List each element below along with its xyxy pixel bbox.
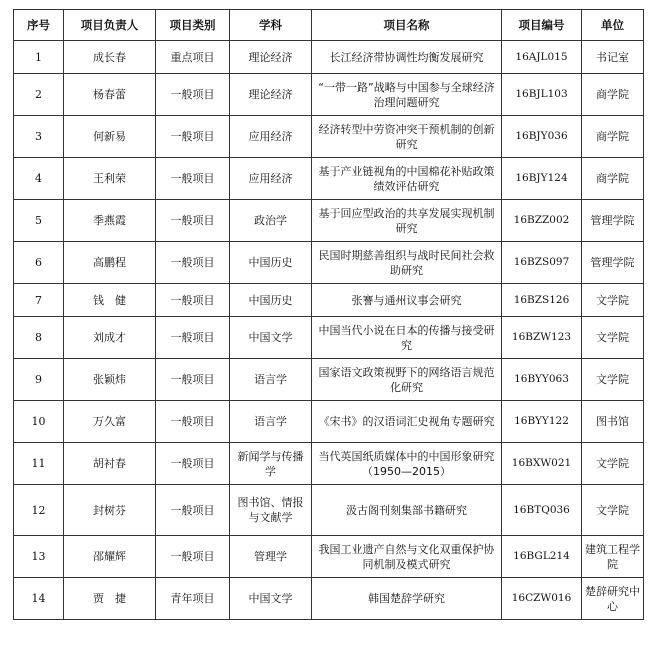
cell-code: 16BZS126 — [502, 284, 582, 317]
table-row — [14, 536, 644, 578]
cell-subject: 中国历史 — [230, 284, 312, 317]
table-row — [14, 359, 644, 401]
cell-category: 一般项目 — [156, 317, 230, 359]
cell-leader: 杨春蕾 — [64, 74, 156, 116]
cell-code: 16BYY063 — [502, 359, 582, 401]
cell-subject: 中国历史 — [230, 242, 312, 284]
cell-unit: 商学院 — [582, 116, 644, 158]
cell-no: 8 — [14, 317, 64, 359]
header-name: 项目名称 — [312, 10, 502, 41]
cell-subject: 语言学 — [230, 359, 312, 401]
cell-leader: 成长春 — [64, 41, 156, 74]
cell-code: 16BYY122 — [502, 401, 582, 443]
cell-unit: 图书馆 — [582, 401, 644, 443]
table-row — [14, 158, 644, 200]
cell-category: 一般项目 — [156, 536, 230, 578]
cell-subject: 政治学 — [230, 200, 312, 242]
cell-leader: 万久富 — [64, 401, 156, 443]
cell-unit: 文学院 — [582, 443, 644, 485]
cell-subject: 中国文学 — [230, 317, 312, 359]
cell-subject: 管理学 — [230, 536, 312, 578]
project-table — [13, 9, 644, 620]
cell-subject: 语言学 — [230, 401, 312, 443]
cell-unit: 楚辞研究中心 — [582, 578, 644, 620]
cell-category: 一般项目 — [156, 242, 230, 284]
cell-unit: 文学院 — [582, 317, 644, 359]
table-row — [14, 242, 644, 284]
cell-name: 张謇与通州议事会研究 — [312, 284, 502, 317]
cell-leader: 钱 健 — [64, 284, 156, 317]
cell-name: 经济转型中劳资冲突干预机制的创新研究 — [312, 116, 502, 158]
cell-no: 9 — [14, 359, 64, 401]
table-row — [14, 401, 644, 443]
header-unit: 单位 — [582, 10, 644, 41]
table-row — [14, 200, 644, 242]
cell-code: 16BZW123 — [502, 317, 582, 359]
cell-code: 16BJY124 — [502, 158, 582, 200]
cell-unit: 管理学院 — [582, 242, 644, 284]
table-row — [14, 116, 644, 158]
cell-category: 一般项目 — [156, 284, 230, 317]
cell-no: 5 — [14, 200, 64, 242]
cell-no: 3 — [14, 116, 64, 158]
cell-no: 4 — [14, 158, 64, 200]
table-row — [14, 74, 644, 116]
table-row — [14, 284, 644, 317]
header-code: 项目编号 — [502, 10, 582, 41]
table-row — [14, 317, 644, 359]
cell-code: 16BJY036 — [502, 116, 582, 158]
cell-no: 12 — [14, 485, 64, 536]
project-table-container — [13, 9, 644, 620]
cell-unit: 商学院 — [582, 158, 644, 200]
cell-leader: 胡衬春 — [64, 443, 156, 485]
cell-name: 长江经济带协调性均衡发展研究 — [312, 41, 502, 74]
cell-no: 10 — [14, 401, 64, 443]
cell-unit: 商学院 — [582, 74, 644, 116]
cell-no: 13 — [14, 536, 64, 578]
cell-category: 一般项目 — [156, 401, 230, 443]
header-subject: 学科 — [230, 10, 312, 41]
cell-code: 16AJL015 — [502, 41, 582, 74]
header-category: 项目类别 — [156, 10, 230, 41]
cell-leader: 高鹏程 — [64, 242, 156, 284]
cell-category: 一般项目 — [156, 200, 230, 242]
header-leader: 项目负责人 — [64, 10, 156, 41]
cell-category: 青年项目 — [156, 578, 230, 620]
cell-category: 一般项目 — [156, 116, 230, 158]
cell-leader: 刘成才 — [64, 317, 156, 359]
cell-leader: 封树芬 — [64, 485, 156, 536]
cell-subject: 应用经济 — [230, 116, 312, 158]
cell-category: 一般项目 — [156, 158, 230, 200]
cell-name: “一带一路”战略与中国参与全球经济治理问题研究 — [312, 74, 502, 116]
cell-name: 基于产业链视角的中国棉花补贴政策绩效评估研究 — [312, 158, 502, 200]
cell-code: 16BGL214 — [502, 536, 582, 578]
cell-no: 1 — [14, 41, 64, 74]
cell-no: 11 — [14, 443, 64, 485]
cell-category: 一般项目 — [156, 359, 230, 401]
table-row — [14, 41, 644, 74]
cell-name: 韩国楚辞学研究 — [312, 578, 502, 620]
cell-unit: 文学院 — [582, 284, 644, 317]
cell-unit: 管理学院 — [582, 200, 644, 242]
cell-leader: 季燕霞 — [64, 200, 156, 242]
header-no: 序号 — [14, 10, 64, 41]
cell-unit: 文学院 — [582, 485, 644, 536]
cell-leader: 邵耀辉 — [64, 536, 156, 578]
table-row — [14, 443, 644, 485]
cell-subject: 理论经济 — [230, 74, 312, 116]
cell-no: 2 — [14, 74, 64, 116]
header-row — [14, 10, 644, 41]
cell-subject: 中国文学 — [230, 578, 312, 620]
cell-category: 一般项目 — [156, 74, 230, 116]
cell-code: 16BZZ002 — [502, 200, 582, 242]
cell-name: 基于回应型政治的共享发展实现机制研究 — [312, 200, 502, 242]
cell-code: 16BZS097 — [502, 242, 582, 284]
cell-leader: 何新易 — [64, 116, 156, 158]
cell-name: 中国当代小说在日本的传播与接受研究 — [312, 317, 502, 359]
cell-category: 一般项目 — [156, 485, 230, 536]
cell-no: 6 — [14, 242, 64, 284]
cell-name: 民国时期慈善组织与战时民间社会救助研究 — [312, 242, 502, 284]
cell-category: 重点项目 — [156, 41, 230, 74]
table-row — [14, 578, 644, 620]
cell-unit: 文学院 — [582, 359, 644, 401]
cell-unit: 建筑工程学院 — [582, 536, 644, 578]
cell-unit: 书记室 — [582, 41, 644, 74]
cell-subject: 理论经济 — [230, 41, 312, 74]
cell-subject: 应用经济 — [230, 158, 312, 200]
cell-code: 16BJL103 — [502, 74, 582, 116]
table-row — [14, 485, 644, 536]
cell-no: 7 — [14, 284, 64, 317]
cell-category: 一般项目 — [156, 443, 230, 485]
cell-leader: 贾 捷 — [64, 578, 156, 620]
cell-code: 16CZW016 — [502, 578, 582, 620]
cell-subject: 图书馆、情报与文献学 — [230, 485, 312, 536]
cell-code: 16BXW021 — [502, 443, 582, 485]
cell-name: 我国工业遗产自然与文化双重保护协同机制及模式研究 — [312, 536, 502, 578]
cell-subject: 新闻学与传播学 — [230, 443, 312, 485]
cell-leader: 张颖炜 — [64, 359, 156, 401]
cell-name: 《宋书》的汉语词汇史视角专题研究 — [312, 401, 502, 443]
cell-leader: 王利荣 — [64, 158, 156, 200]
cell-name: 汲古阁刊刻集部书籍研究 — [312, 485, 502, 536]
cell-name: 当代英国纸质媒体中的中国形象研究（1950—2015） — [312, 443, 502, 485]
cell-name: 国家语文政策视野下的网络语言规范化研究 — [312, 359, 502, 401]
cell-no: 14 — [14, 578, 64, 620]
cell-code: 16BTQ036 — [502, 485, 582, 536]
